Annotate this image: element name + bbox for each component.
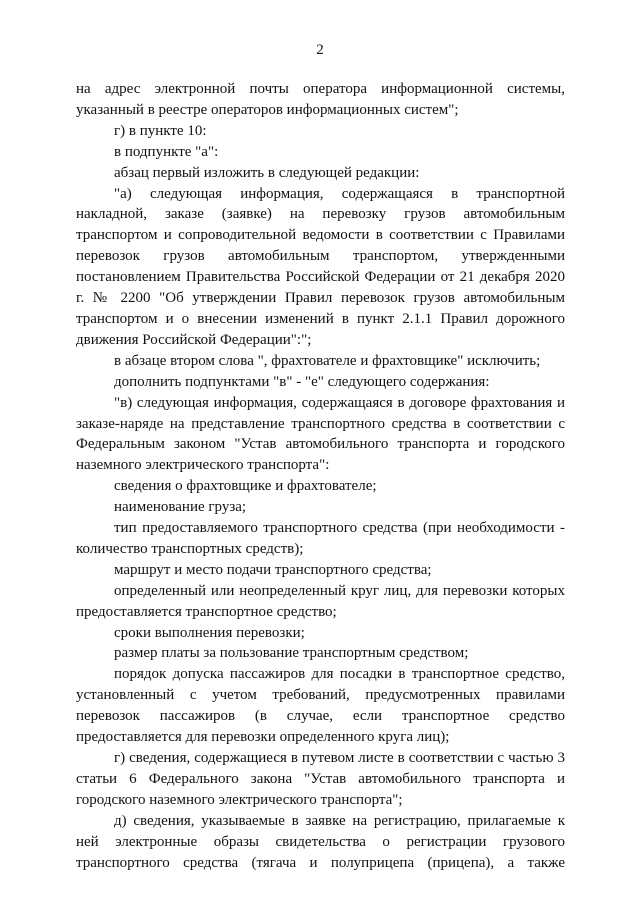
paragraph: г) в пункте 10: — [114, 122, 207, 139]
paragraph: д) сведения, указываемые в заявке на регистрацию, прилагаемые к ней электронные образы свидетельства о регистрации грузового транспортного средства (тягача и полуприцепа (прицепа), а также — [76, 812, 565, 871]
paragraph: "а) следующая информация, содержащаяся в транспортной накладной, заказе (заявке) на перевозку грузов автомобильным транспортом и сопроводительной ведомости в соответствии с Правилами перевозок грузов автомобильным транспортом, утвержденными постановлением Правительства Российской Федерации от 21 декабря 2020 г. № 2200 "Об утверждении Правил перевозок грузов автомобильным транспортом и о внесении изменений в пункт 2.1.1 Правил дорожного движения Российской Федерации":"; — [76, 185, 565, 348]
paragraph: маршрут и место подачи транспортного средства; — [114, 561, 432, 578]
paragraph: тип предоставляемого транспортного средства (при необходимости - количество транспортных средств); — [76, 520, 565, 557]
page-number: 2 — [316, 42, 324, 58]
paragraph: сведения о фрахтовщике и фрахтователе; — [114, 478, 377, 495]
paragraph: определенный или неопределенный круг лиц, для перевозки которых предоставляется транспортное средство; — [76, 582, 565, 620]
paragraph: сроки выполнения перевозки; — [114, 624, 305, 641]
paragraph: в подпункте "а": — [114, 143, 219, 160]
paragraph: абзац первый изложить в следующей редакции: — [114, 164, 420, 181]
paragraph: в абзаце втором слова ", фрахтователе и фрахтовщике" исключить; — [114, 352, 541, 369]
document-body — [76, 79, 565, 873]
paragraph: "в) следующая информация, содержащаяся в договоре фрахтования и заказе-наряде на представление транспортного средства в соответствии с Федеральным законом "Устав автомобильного транспорта и городского наземного электрического транспорта": — [76, 394, 565, 474]
paragraph: порядок допуска пассажиров для посадки в транспортное средство, установленный с учетом требований, предусмотренных правилами перевозок пассажиров (в случае, если транспортное средство предоставляется для перевозки определенного круга лиц); — [76, 666, 565, 746]
paragraph: на адрес электронной почты оператора информационной системы, указанный в реестре операторов информационных систем"; — [76, 81, 565, 118]
paragraph: дополнить подпунктами "в" - "е" следующего содержания: — [114, 373, 490, 390]
paragraph: размер платы за пользование транспортным средством; — [114, 645, 469, 662]
paragraph: наименование груза; — [114, 499, 247, 516]
paragraph: г) сведения, содержащиеся в путевом листе в соответствии с частью 3 статьи 6 Федерального закона "Устав автомобильного транспорта и городского наземного электрического транспорта"; — [76, 750, 565, 808]
